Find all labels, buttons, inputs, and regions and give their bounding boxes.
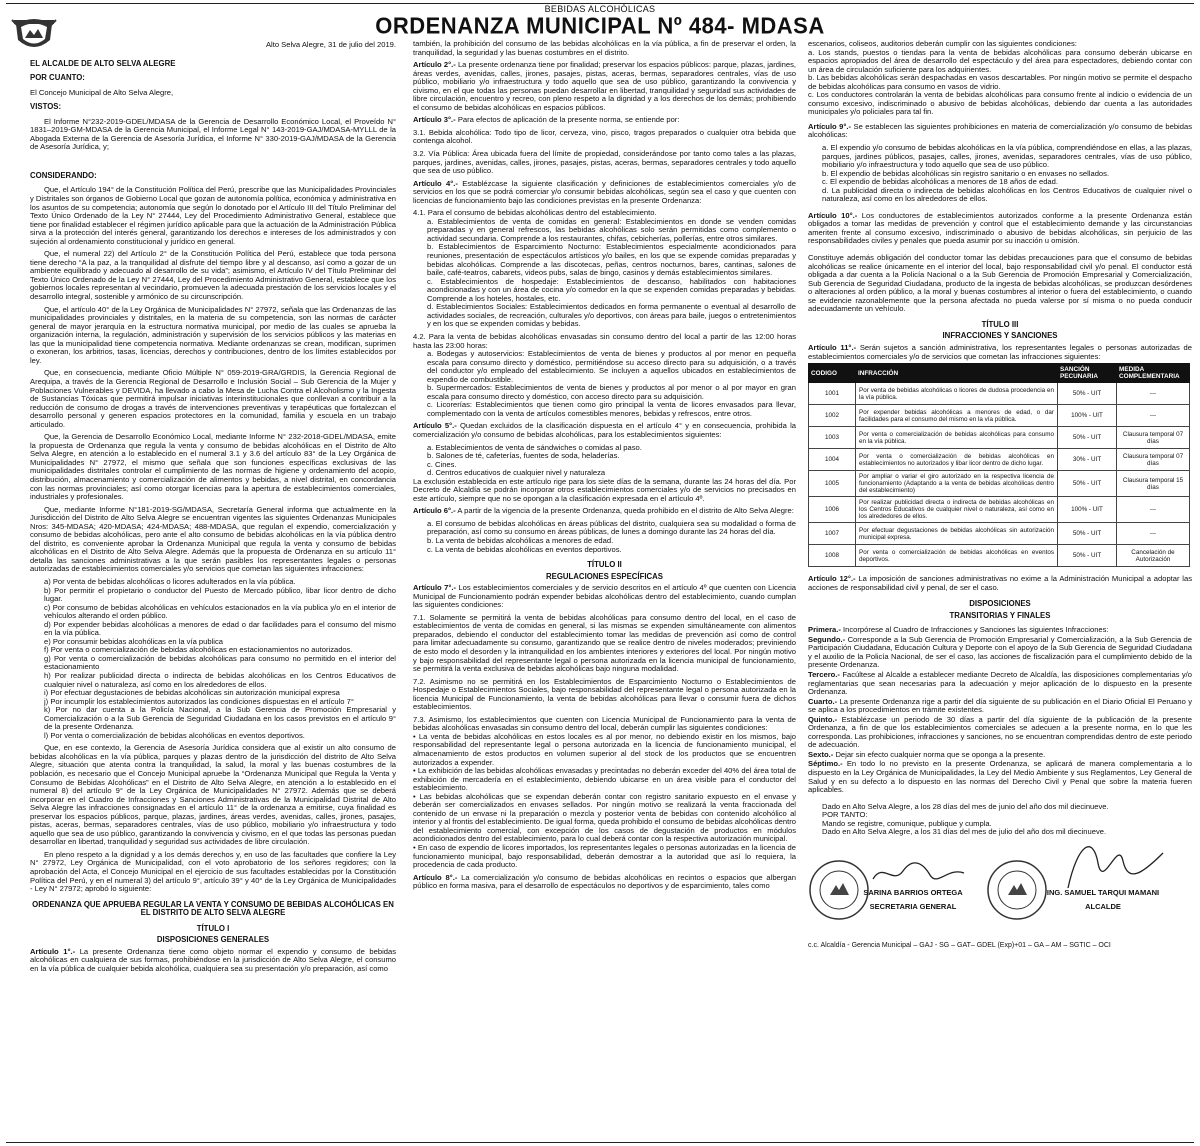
- article-5: [413, 422, 796, 439]
- list-item: i) Por efectuar degustaciones de bebidas alcohólicas sin autorización municipal expresa: [44, 688, 340, 698]
- list-item: b. Las bebidas alcohólicas serán despachadas en vasos descartables. Por ningún motivo se permite el despacho de bebidas alcohólicas para consumo en vasos de vidrio.: [808, 73, 1192, 91]
- section-7-3: 7.3. Asimismo, los establecimientos que cuenten con Licencia Municipal de Funcionamiento para la venta de bebidas alcohólicas envasadas sin consumo dentro del local, deberán cumplir las siguientes condiciones:: [413, 714, 796, 733]
- list-item: c. Los conductores controlarán la venta de bebidas alcohólicas para consumo frente al indicio o evidencia de un consumo excesivo, indiscriminado o abusivo de bebidas alcohólicas, debiendo dar cuenta a las autoridades municipales y/o policiales para tal fin.: [808, 90, 1192, 117]
- disposition-label: Tercero.-: [808, 669, 840, 679]
- titulo-2-subheading: REGULACIONES ESPECÍFICAS: [546, 571, 663, 581]
- closing-line: POR TANTO:: [822, 810, 868, 820]
- article-label: Artículo 1°.-: [30, 946, 76, 956]
- article-text: Establézcase la siguiente clasificación y definiciones de establecimientos comerciales y/o de servicios en los que se podrá comerciar y/o consumir bebidas alcohólicas, según sea el caso y que cuenten con licencias de funcionamiento bajo las condiciones previstas en la presente Ordenanza:: [413, 178, 796, 205]
- infraction-cell: Por ampliar o variar el giro autorizado en la respectiva licencia de funcionamiento (Adaptando a la venta de bebidas alcohólicas dentro del establecimiento): [856, 471, 1058, 497]
- establishment-list: [427, 350, 796, 418]
- measure-cell: ---: [1117, 405, 1190, 427]
- disposition-label: Segundo.-: [808, 634, 846, 644]
- code-cell: 1006: [809, 497, 856, 523]
- infractions-list: [44, 578, 396, 740]
- list-item: k) Por no dar cuenta a la Policía Nacional, a la Sub Gerencia de Promoción Empresarial y Comercialización o a la Sub Gerencia de Seguridad Ciudadana en los casos previstos en el artículo 9° de la presente Ordenanza.: [44, 705, 396, 732]
- dateline: Alto Selva Alegre, 31 de julio del 2019.: [265, 41, 396, 49]
- signature-area: [808, 843, 1192, 953]
- article-10: [808, 212, 1192, 246]
- article-text: Quedan excluidos de la clasificación dispuesta en el artículo 4° y en consecuencia, prohibida la comercialización y/o consumo de bebidas alcohólicas, para los establecimientos siguientes:: [413, 421, 796, 439]
- signer-1-role: SECRETARIA GENERAL: [869, 901, 957, 911]
- article-text: Se establecen las siguientes prohibiciones en materia de comercialización y/o consumo de bebidas alcohólicas:: [808, 121, 1192, 140]
- definition-3-2: 3.2. Vía Pública: Área ubicada fuera del límite de propiedad, considerándose por tanto como tales a las plazas, parques, jardines, avenidas, calles, jirones, pasajes, pistas, aceras, bermas, separadores centrales y todo aquello que sea de uso público.: [413, 149, 796, 176]
- page-title: ORDENANZA MUNICIPAL Nº 484- MDASA: [375, 12, 825, 39]
- column-1: [30, 41, 396, 1141]
- list-item: e) Por consumir bebidas alcohólicas en la vía publica: [44, 636, 223, 646]
- article-7: [413, 584, 796, 610]
- article-11: [808, 344, 1192, 361]
- infraction-cell: Por efectuar degustaciones de bebidas alcohólicas sin autorización municipal expresa.: [856, 523, 1058, 545]
- section-kicker: BEBIDAS ALCOHÓLICAS: [544, 4, 656, 14]
- article-text: La presente Ordenanza tiene como objeto normar el expendio y consumo de bebidas alcohólicas en cualquiera de sus formas, prohibiéndose en la jurisdicción de Alto Selva Alegre, el consumo en la vía pública de cualquier bebida alcohólica, cualquiera sea su presentación y/o preparación, así como: [30, 946, 396, 973]
- article-text: Los conductores de establecimientos autorizados conforme a la presente Ordenanza están obligados a tomar las medidas de prevención y control que el establecimiento demande y las circunstancias ameriten frente al consumo excesivo, indiscriminado o abusivo de bebidas alcohólicas, sin perjuicio de las responsabilidades civiles y penales que pueda asumir por su inacción u omisión.: [808, 210, 1192, 246]
- list-item: b. Supermercados: Establecimientos de venta de bienes y productos al por menor o al por mayor en gran escala para consumo directo y doméstico, con acceso directo para su adquisición.: [427, 383, 796, 401]
- sanction-cell: 30% - UIT: [1058, 449, 1117, 471]
- list-item: • La venta de bebidas alcohólicas en estos locales es al por menor, no debiendo existir en los mismos, bajo responsabilidad del representante legal o persona autorizada en la licencia de funcionamiento municipal, el almacenamiento de estos productos en volumen superior al del stock de los productos que se encuentren autorizados a expender.: [413, 731, 796, 767]
- table-row: [809, 471, 1190, 497]
- article-label: Artículo 4°.-: [413, 178, 458, 188]
- article-label: Artículo 2°.-: [413, 60, 456, 70]
- vistos-text: El Informe N°232-2019-GDEL/MDASA de la Gerencia de Desarrollo Económico Local, el Proveído N° 1831–2019-GM-MDASA de la Gerencia Municipal, el Informe Legal N° 143-2019-GAJ/MDASA-MYLLL de la Abogada Externa de la Gerencia de Asesoría Jurídica, el Informe N° 330-2019-GAJ/MDASA de la Gerencia de Asesoría Jurídica, y;: [30, 116, 396, 152]
- titulo-3-heading: TÍTULO III: [981, 319, 1019, 329]
- article-text: Los establecimientos comerciales y de servicio descritos en el artículo 4º que cuenten con Licencia Municipal de Funcionamiento podrán expender bebidas alcohólicas dentro del establecimiento, cuando cumplan las siguientes condiciones:: [413, 583, 796, 610]
- signature-alcalde-icon: [1048, 833, 1168, 893]
- signer-2-name: ING. SAMUEL TARQUI MAMANI: [1046, 887, 1160, 897]
- sanction-cell: 50% - UIT: [1058, 545, 1117, 567]
- alcalde-heading: EL ALCALDE DE ALTO SELVA ALEGRE: [30, 58, 176, 68]
- measure-cell: Cancelación de Autorización: [1117, 545, 1190, 567]
- infraction-cell: Por expender bebidas alcohólicas a menores de edad, o dar facilidades para el consumo del mismo en la vía pública.: [856, 405, 1058, 427]
- section-4-2: 4.2. Para la venta de bebidas alcohólicas envasadas sin consumo dentro del local a partir de las 12:00 horas hasta las 23:00 horas:: [413, 331, 796, 350]
- disposition-text: En todo lo no previsto en la presente Ordenanza, se aplicará de manera complementaria a lo dispuesto en la Ley Orgánica de Municipalidades, la Ley del Medio Ambiente y sus Reglamentos, Ley General de Salud y en su defecto a lo dispuesto en las normas del Derecho Civil y Penal que sobre la materia fueren aplicables.: [808, 759, 1192, 795]
- list-item: g) Por venta o comercialización de bebidas alcohólicas para consumo no permitido en el interior del estacionamiento: [44, 653, 396, 672]
- titulo-1-subheading: DISPOSICIONES GENERALES: [156, 935, 270, 945]
- code-cell: 1005: [809, 471, 856, 497]
- measure-cell: ---: [1117, 523, 1190, 545]
- disposition-label: Quinto.-: [808, 714, 838, 724]
- infractions-table: [808, 363, 1190, 567]
- titulo-1-heading: TÍTULO I: [196, 923, 230, 933]
- article-label: Artículo 8°.-: [413, 872, 458, 882]
- bottom-rule: [6, 1142, 1194, 1143]
- code-cell: 1002: [809, 405, 856, 427]
- considerando-paragraph: Que, la Gerencia de Desarrollo Económico Local, mediante Informe N° 232-2018-GDEL/MDASA, emite la propuesta de Ordenanza que regula la venta y consumo de bebidas alcohólicas en el Distrito de Alto Selva Alegre, en atención a lo establecido en el numeral 3.1 y 3.6 del artículo 83° de la Ley Orgánica de Municipalidades N° 27972, el mismo que señala que son funciones específicas exclusivas de las municipalidades distritales controlar el cumplimiento de las normas de higiene y ordenamiento del acopio, distribución, almacenamiento y comercialización de alimentos y bebidas, a nivel distrital, en concordancia con las normas provinciales; así como otorgar licencias para la apertura de establecimientos comerciales, industriales y profesionales.: [30, 432, 396, 502]
- infraction-cell: Por venta o comercialización de bebidas alcohólicas en eventos deportivos.: [856, 545, 1058, 567]
- signature-secretaria-icon: [868, 857, 968, 887]
- article-8: [413, 874, 796, 891]
- article-1-continued: también, la prohibición del consumo de las bebidas alcohólicas en la vía pública, a fin de preservar el orden, la tranquilidad, la seguridad y las buenas costumbres en el distrito.: [413, 40, 796, 57]
- article-3: [413, 116, 796, 125]
- establishment-list: [427, 218, 796, 329]
- infraction-cell: Por realizar publicidad directa o indirecta de bebidas alcohólicas en los Centros Educativos de cualquier nivel o naturaleza, así como en los alrededores de ellos.: [856, 497, 1058, 523]
- article-label: Artículo 10°.-: [808, 210, 858, 220]
- article-4: [413, 180, 796, 206]
- section-7-1: 7.1. Solamente se permitirá la venta de bebidas alcohólicas para consumo dentro del local, en el caso de establecimientos de venta de comidas en general, si las mismas se expenden simultáneamente con alimentos preparados, debiendo el conductor del establecimiento tomar las medidas de prevención así como de control para limitar adecuadamente su consumo, garantizando que se realice dentro de niveles moderados; previniendo de esto modo el desorden y la intranquilidad en los ambientes interiores y exteriores del local. Por ningún motivo y bajo responsabilidad del representante legal o persona autorizada en la licencia municipal de funcionamiento, se permitirá la venta exclusiva de bebidas alcohólicas bajo ninguna modalidad.: [413, 612, 796, 674]
- sanction-cell: 50% - UIT: [1058, 471, 1117, 497]
- considerando-paragraph: Que, el numeral 22) del Artículo 2° de la Constitución Política del Perú, establece que toda persona tiene derecho “A la paz, a la tranquilidad al disfrute del tiempo libre y al descanso, así como a gozar de un ambiente equilibrado y adecuado al desarrollo de su vida”; asimismo, el Artículo IV del Título Preliminar del Texto Único Ordenado de la Ley N° 27444, Ley del Procedimiento Administrativo General, establece que los gobiernos locales representan al vecindario, promueven la adecuada prestación de los servicios locales y el desarrollo integral, sostenible y armónico de su circunscripción.: [30, 249, 396, 302]
- list-item: a. Los stands, puestos o tiendas para la venta de bebidas alcohólicas para consumo deberán ubicarse en espacios apropiados del área de desarrollo del espectáculo y del área para espectadores, debiendo contar con un área de circulación suficiente para los adquirientes.: [808, 47, 1192, 74]
- concejo-line: El Concejo Municipal de Alto Selva Alegre,: [30, 87, 174, 97]
- titulo-3-subheading: INFRACCIONES Y SANCIONES: [942, 331, 1058, 341]
- sanction-cell: 100% - UIT: [1058, 405, 1117, 427]
- column-2: [413, 40, 796, 1140]
- article-10-continued: Constituye además obligación del conductor tomar las debidas precauciones para que el consumo de bebidas alcohólicas se realice únicamente en el interior del local, bajo responsabilidad civil y/o penal. El conductor está obligada a dar cuenta a la Policía Nacional o a la Sub Gerencia de Promoción Empresarial y Comercialización, Sub Gerencia de Seguridad Ciudadana, producto de la ingesta de bebidas alcohólicas, se produzcan desórdenes o alteraciones al orden público, a la moral y buenas costumbres al interior o fuera del establecimiento, o cuando se evidencie razonablemente que la persona afectada no pueda valerse por sí misma o no pueda conducir adecuadamente un vehículo.: [808, 253, 1192, 314]
- code-cell: 1004: [809, 449, 856, 471]
- section-4-1: 4.1. Para el consumo de bebidas alcohólicas dentro del establecimiento.: [413, 208, 657, 218]
- ordinance-title: ORDENANZA QUE APRUEBA REGULAR LA VENTA Y CONSUMO DE BEBIDAS ALCOHÓLICAS EN EL DISTRITO DE ALTO SELVA ALEGRE: [32, 899, 394, 918]
- disposition-item: [808, 626, 1192, 635]
- article-text: La imposición de sanciones administrativas no exime a la Administración Municipal a adoptar las acciones de responsabilidad civil y penal, de ser el caso.: [808, 574, 1192, 592]
- table-row: [809, 405, 1190, 427]
- disposition-item: [808, 671, 1192, 697]
- article-text: La comercialización y/o consumo de bebidas alcohólicas en recintos o espacios que albergan público en forma masiva, para el desarrollo de espectáculos no deportivos y de esparcimiento, tales como: [413, 872, 796, 891]
- infraction-cell: Por venta o comercialización de bebidas alcohólicas en establecimientos no autorizados y libar licor dentro de dicho lugar.: [856, 449, 1058, 471]
- list-item: l) Por venta o comercialización de bebidas alcohólicas en eventos deportivos.: [44, 730, 305, 740]
- measure-cell: ---: [1117, 497, 1190, 523]
- list-item: d. La publicidad directa o indirecta de bebidas alcohólicas en los Centros Educativos de cualquier nivel o naturaleza, así como en los alrededores de ellos.: [822, 185, 1192, 204]
- sanction-cell: 100% - UIT: [1058, 497, 1117, 523]
- copy-distribution: c.c. Alcaldía - Gerencia Municipal – GAJ - SG – GAT– GDEL (Exp)+01 – GA – AM – SGTIC – OCI: [808, 942, 1111, 950]
- disposition-text: Incorpórese al Cuadro de Infracciones y Sanciones las siguientes Infracciones:: [840, 625, 1109, 635]
- code-cell: 1003: [809, 427, 856, 449]
- article-label: Artículo 12°.-: [808, 574, 856, 584]
- code-cell: 1001: [809, 383, 856, 405]
- article-text: Para efectos de aplicación de la presente norma, se entiende por:: [455, 115, 680, 125]
- table-row: [809, 449, 1190, 471]
- considerando-paragraph: Que, el Artículo 194° de la Constitución Política del Perú, prescribe que las Municipalidades Provinciales y Distritales son órganos de Gobierno Local que gozan de autonomía política, económica y administrativa en los asuntos de su competencia; autonomía que según lo donotado por el Artículo III del Título Preliminar del Texto Único Ordenado de la Ley N° 27444, Ley del Procedimiento Administrativo General, establece que tiene por finalidad establecer el régimen jurídico aplicable para que la actuación de la Administración Pública sirva a la protección del interés general, garantizando los derechos e intereses de los administrados y con sujeción al ordenamiento constitucional y jurídico en general.: [30, 185, 396, 246]
- table-row: [809, 427, 1190, 449]
- list-item: • Las bebidas alcohólicas que se expendan deberán contar con registro sanitario expuesto en el envase y deberán ser comercializados en envases sellados. Por ningún motivo se realizará la venta fraccionada del contenido de un envase ni la preparación o mezcla y posterior venta de bebidas con contenido alcohólico al interior y al frontis del establecimiento. De igual forma, queda prohibido el consumo de bebidas alcohólicas dentro del establecimiento comercial, con excepción de los casos de degustación de productos en módulos acondicionados dentro del establecimiento, para lo cual deberá contar con la respectiva autorización municipal.: [413, 791, 796, 844]
- disposition-item: [808, 636, 1192, 670]
- article-label: Artículo 11°.-: [808, 342, 857, 352]
- disposition-item: [808, 716, 1192, 750]
- code-cell: 1007: [809, 523, 856, 545]
- article-label: Artículo 9°.-: [808, 121, 852, 131]
- sanction-cell: 50% - UIT: [1058, 427, 1117, 449]
- considerando-paragraph: Que, en ese contexto, la Gerencia de Asesoría Jurídica considera que al existir un alto consumo de bebidas alcohólicas en la vía pública, parques y plazas dentro de la jurisdicción del distrito de Alto Selva Alegre, situación que atenta contra la tranquilidad, la salud, la moral y las buenas costumbres de la población, es necesario que el Concejo Municipal apruebe la “Ordenanza Municipal que Regula la Venta y Consumo de Bebidas Alcohólicas” en el Distrito de Alto Selva Alegre, en atención a lo establecido en el numeral 8) del artículo 9° de la Ley Orgánica de Municipalidades N° 27972. Además que se deberá incorporar en el Cuadro de Infracciones y Sanciones Administrativas de la Municipalidad Distrital de Alto Selva Alegre las infracciones consignadas en el artículo 11° de la ordenanza a emitirse, cuya finalidad es preservar los espacios públicos, parque, plazas, jardines, áreas verdes, avenidas, calles, jirones, pasajes, pistas, aceras, bermas, separadores centrales, vías de uso público, mobiliario y/o infraestructura y todo aquello que sea de uso público, garantizando la convivencia y civismo, en el que todas las personas puedan desarrollar en libertad, tranquilidad y seguridad sus actividades de libre circulación.: [30, 743, 396, 847]
- titulo-2-heading: TÍTULO II: [587, 560, 622, 570]
- disposition-label: Cuarto.-: [808, 696, 838, 706]
- article-text: La presente ordenanza tiene por finalidad; preservar los espacios públicos: parque, plazas, jardines, áreas verdes, avenidas, calles, jirones, pasajes, pistas, aceras, bermas, separadores centrales, vías de uso público, mobiliario y/o infraestructura y todo aquello que sea de uso público, garantizando la convivencia y civismo, en el que todas las personas puedan desarrollar en libertad, tranquilidad y seguridad sus actividades de libre circulación, encuentro y recreo, con pleno respeto a la dignidad y a los derechos de los demás; prohibiendo el consumo de bebidas alcohólicas en espacios públicos.: [413, 60, 796, 112]
- considerando-heading: CONSIDERANDO:: [30, 170, 97, 180]
- disposition-text: Dejar sin efecto cualquier norma que se oponga a la presente.: [833, 749, 1046, 759]
- column-header: INFRACCIÓN: [856, 364, 1058, 383]
- list-item: c. Establecimientos de hospedaje: Establecimientos de descanso, habilitados con habitaciones acondicionadas y con un área de cocina y/o comedor en la que se expenden comidas preparadas y bebidas. Comprende a los hoteles, hostales, etc.: [427, 276, 796, 303]
- article-label: Artículo 5°.-: [413, 421, 457, 431]
- column-header: CODIGO: [809, 364, 856, 383]
- article-text: Serán sujetos a sanción administrativa, los representantes legales o personas autorizadas de establecimientos comerciales y/o de servicios que cometan las infracciones siguientes:: [808, 342, 1192, 361]
- list-item: b. Establecimientos de Esparcimiento Nocturno: Establecimientos especialmente acondicionados para reuniones, presentación de espectáculos artísticos y/o bailes, en los que se expende comidas preparadas y bebidas alcohólicas. Comprende a las discotecas, peñas, centros nocturnos, bares, cantinas, salones de baile, café-teatros, cabarets, videos pubs, salas de bingo, casinos y demás establecimientos similares.: [427, 242, 796, 278]
- article-text: A partir de la vigencia de la presente Ordenanza, queda prohibido en el distrito de Alto Selva Alegre:: [455, 506, 794, 516]
- infraction-cell: Por venta o comercialización de bebidas alcohólicas para consumo en la vía pública.: [856, 427, 1058, 449]
- list-item: c. El expendio de bebidas alcohólicas a menores de 18 años de edad.: [822, 177, 1058, 187]
- column-header: MEDIDA COMPLEMENTARIA: [1117, 364, 1190, 383]
- disposition-label: Sexto.-: [808, 749, 834, 759]
- column-header: SANCIÓN PECUNARIA: [1058, 364, 1117, 383]
- list-item: a) Por venta de bebidas alcohólicas o licores adulterados en la vía pública.: [44, 576, 296, 586]
- list-item: b. Salones de té, cafeterías, fuentes de soda, heladerías.: [427, 451, 620, 461]
- list-item: d) Por expender bebidas alcohólicas a menores de edad o dar facilidades para el consumo del mismo en la vía pública.: [44, 619, 396, 638]
- definition-3-1: 3.1. Bebida alcohólica: Todo tipo de licor, cerveza, vino, pisco, tragos preparados o cualquier otra bebida que contenga alcohol.: [413, 127, 796, 146]
- measure-cell: ---: [1117, 383, 1190, 405]
- article-label: Artículo 7°.-: [413, 583, 457, 593]
- table-row: [809, 497, 1190, 523]
- code-cell: 1008: [809, 545, 856, 567]
- list-item: • En caso de expendio de licores importados, los representantes legales o personas autorizadas en la licencia de funcionamiento municipal, bajo responsabilidad, deberán demostrar a la autoridad que así lo requiera, la procedencia de cada producto.: [413, 843, 796, 870]
- list-item: c. Cines.: [427, 459, 457, 469]
- vistos-heading: VISTOS:: [30, 102, 62, 112]
- article-12: [808, 575, 1192, 592]
- list-item: a. Bodegas y autoservicios: Establecimientos de venta de bienes y productos al por menor en pequeña escala para consumo directo y doméstico, permitiéndose su acceso directo para su adquisición, o a través del conductor y/o empleado del establecimiento. Se incluyen a aquellos ubicados en establecimientos de expendio de combustible.: [427, 349, 796, 384]
- disposition-text: Establézcase un periodo de 30 días a partir del día siguiente de la publicación de la presente Ordenanza, a fin de que los establecimientos comerciales se adecuen a la presente norma, en lo que les corresponda. Las prohibiciones, infracciones y sanciones, no se encuentran comprendidas dentro de este periodo de adecuación.: [808, 714, 1192, 750]
- list-item: d. Establecimientos Sociales: Establecimientos dedicados en forma permanente o eventual al desarrollo de actividades sociales, de recreación, culturales y/o deportivos, con áreas para baile, juegos o entretenimientos y en los que se expenden comidas y bebidas.: [427, 302, 796, 329]
- article-8-continued: escenarios, coliseos, auditorios deberán cumplir con las siguientes condiciones:: [808, 40, 1077, 48]
- disposition-text: Facúltese al Alcalde a establecer mediante Decreto de Alcaldía, las disposiciones complementarias y/o reglamentarias que sean necesarias para la adecuación y mejor aplicación de lo dispuesto en la presente Ordenanza.: [808, 669, 1192, 697]
- list-item: f) Por venta o comercialización de bebidas alcohólicas en estacionamientos no autorizados.: [44, 645, 353, 655]
- article-label: Artículo 6°.-: [413, 506, 456, 516]
- disposition-item: [808, 760, 1192, 794]
- condition-list: [413, 733, 796, 870]
- closing-block: [808, 803, 1192, 837]
- closing-line: Dado en Alto Selva Alegre, a los 31 días del mes de julio del año dos mil diecinueve.: [822, 827, 1107, 837]
- list-item: h) Por realizar publicidad directa o indirecta de bebidas alcohólicas en los Centros Educativos de cualquier nivel o naturaleza, así como en los alrededores de ellos.: [44, 671, 396, 689]
- disposition-label: Séptimo.-: [808, 759, 843, 769]
- article-5-tail: La exclusión establecida en este artículo rige para los siete días de la semana, durante las 24 horas del día. Por Decreto de Alcaldía se podrán incorporar otros establecimientos comerciales y/o de servicios no precisados en este artículo, siempre que no se opongan a la clasificación expresada en el artículo 4º.: [413, 476, 796, 503]
- measure-cell: Clausura temporal 07 días: [1117, 449, 1190, 471]
- sanction-cell: 50% - UIT: [1058, 383, 1117, 405]
- list-item: j) Por incumplir los establecimientos autorizados las condiciones dispuestas en el artículo 7°: [44, 696, 354, 706]
- table-row: [809, 545, 1190, 567]
- table-row: [809, 383, 1190, 405]
- measure-cell: Clausura temporal 15 días: [1117, 471, 1190, 497]
- considerando-paragraph: Que, en consecuencia, mediante Oficio Múltiple N° 059-2019-GRA/GRDIS, la Gerencia Regional de Arequipa, a través de la Gerencia Regional de Desarrollo e Inclusión Social – Sub Gerencia de la Mujer y Poblaciones Vulnerables y DEVIDA, ha llevado a cabo la Mesa de Lucha Contra el Alcoholismo y la Ingesta de Sustancias Tóxicas que permitirá impulsar iniciativas interinstitucionales que conllevan a contribuir a la reducción de consumo de drogas a través de intervenciones preventivas y terapéuticas que fortalezcan el desarrollo personal y generen espacios protectores en la comunidad, familia y escuela en un trabajo articulado.: [30, 368, 396, 429]
- list-item: • La exhibición de las bebidas alcohólicas envasadas y precintadas no deberán exceder del 40% del área total de exhibición de mercadería en el establecimiento, debiendo ubicarse en un área visible para el conductor del establecimiento.: [413, 766, 796, 793]
- article-9: [808, 123, 1192, 140]
- list-item: b) Por permitir el propietario o conductor del Puesto de Mercado público, libar licor dentro de dicho lugar.: [44, 585, 396, 604]
- signer-2-role: ALCALDE: [1085, 901, 1121, 911]
- prohibition-list: [822, 144, 1192, 204]
- list-item: a. Establecimientos de venta de sándwiches o comidas al paso.: [427, 442, 642, 452]
- list-item: b. La venta de bebidas alcohólicas a menores de edad.: [427, 535, 614, 545]
- disposition-label: Primera.-: [808, 625, 841, 635]
- considerando-paragraph: Que, mediante Informe N°181-2019-SG/MDASA, Secretaría General informa que actualmente en la Jurisdicción del Distrito de Alto Selva Alegre se encuentran vigentes las siguientes Ordenanzas Municipales Nros: 345-MDASA; 420-MDASA; 424-MDASA; 488-MDASA, que regulan el expendio, comercialización y consumo de bebidas alcohólicas, pero ante el alto consumo de bebidas alcohólicas en la vía pública dentro del distrito, es conveniente aprobar la Ordenanza Municipal que regula la venta y consumo de bebidas alcohólicas en el Distrito de Alto Selva Alegre. Además que la propuesta de Ordenanza en su artículo 11° detalla las sanciones administrativas a la que serán pasibles los representantes legales o personas autorizadas de establecimientos comerciales y/o servicios que cometan las siguientes infracciones:: [30, 504, 396, 574]
- list-item: a. Establecimientos de venta de comidas en general: Establecimientos en donde se venden comidas preparadas y en general refrescos, las bebidas alcohólicas solo serán permitidas como complemento o actividad secundaria. Comprende a los restaurantes, chifas, cebicherías, pollerías, entre otros similares.: [427, 216, 796, 243]
- prohibition-list: [427, 520, 796, 554]
- column-3: [808, 40, 1192, 1140]
- disposiciones-heading: DISPOSICIONES: [969, 599, 1031, 609]
- disposition-text: Corresponde a la Sub Gerencia de Promoción Empresarial y Comercialización, a la Sub Gerencia de Participación Ciudadana, Educación Cultura y Deporte con el apoyo de la Sub Gerencia de Seguridad Ciudadana y el auxilio de la Policía Nacional, de ser el caso, las acciones de fiscalización para el cumplimiento debido de la presente Ordenanza.: [808, 634, 1192, 670]
- list-item: c. La venta de bebidas alcohólicas en eventos deportivos.: [427, 544, 622, 554]
- measure-cell: Clausura temporal 07 días: [1117, 427, 1190, 449]
- event-conditions-list: [808, 49, 1192, 117]
- considerando-paragraph: Que, el artículo 40° de la Ley Orgánica de Municipalidades N° 27972, señala que las Ordenanzas de las municipalidades provinciales y distritales, en la materia de su competencia, son las normas de carácter general de mayor jerarquía en la estructura normativa municipal, por medio de las cuales se aprueba la organización interna, la regulación, administración y supervisión de los servicios públicos y las materias en las que la municipalidad tiene competencia normativa. Mediante ordenanzas se crean, modifican, suprimen o exoneran, los arbitrios, tasas, licencias, derechos y contribuciones, dentro de los límites establecidos por ley.: [30, 304, 396, 365]
- disposiciones-subheading: TRANSITORIAS Y FINALES: [949, 610, 1051, 620]
- sanction-cell: 50% - UIT: [1058, 523, 1117, 545]
- infraction-cell: Por venta de bebidas alcohólicas o licores de dudosa procedencia en la vía pública.: [856, 383, 1058, 405]
- list-item: c) Por consumo de bebidas alcohólicas en vehículos estacionados en la vía publica y/o en el interior de vehículos alterando el orden público.: [44, 602, 396, 621]
- list-item: d. Centros educativos de cualquier nivel y naturaleza: [427, 468, 606, 478]
- article-2: [413, 61, 796, 112]
- list-item: a. El expendio y/o consumo de bebidas alcohólicas en la vía pública, comprendiéndose en ellas, a las plazas, parques, jardines públicos, pasajes, calles, jirones, avenidas, separadores centrales, vías de uso público, mobiliario y/o infraestructura y todo aquello que sea de uso público.: [822, 143, 1192, 170]
- signer-1-name: SARINA BARRIOS ORTEGA: [863, 887, 963, 897]
- table-header-row: [809, 364, 1190, 383]
- list-item: a. El consumo de bebidas alcohólicas en áreas públicas del distrito, cualquiera sea su modalidad o forma de preparación, así como su consumo en áreas públicas, de lunes a domingo durante las 24 horas del día.: [427, 518, 796, 537]
- por-cuanto-heading: POR CUANTO:: [30, 73, 85, 83]
- considerando-paragraph: En pleno respeto a la dignidad y a los demás derechos y, en uso de las facultades que confiere la Ley N° 27972, Ley Orgánica de Municipalidad, con el voto aprobatorio de los señores regidores; con la aprobación del Acta, el Concejo Municipal en el ejercicio de sus facultades establecidas por la Constitución Política del Perú, y en el numeral 3) del artículo 9°, artículo 39° y 40° de la Ley Orgánica de Municipalidades - Ley N° 27972; aprobó lo siguiente:: [30, 849, 396, 894]
- closing-line: Dado en Alto Selva Alegre, a los 28 días del mes de junio del año dos mil diecinueve.: [822, 801, 1109, 811]
- disposition-text: La presente Ordenanza rige a partir del día siguiente de su publicación en el Diario Oficial El Peruano y se aplica a los procedimientos en trámite existentes.: [808, 696, 1192, 715]
- disposition-item: [808, 751, 1192, 760]
- disposition-item: [808, 698, 1192, 715]
- article-6: [413, 507, 796, 516]
- closing-line: Mando se registre, comunique, publique y cumpla.: [822, 818, 992, 828]
- excluded-list: [427, 444, 796, 478]
- article-label: Artículo 3°.-: [413, 115, 456, 125]
- article-1: [30, 948, 396, 974]
- list-item: c. Licorerías: Establecimientos que tienen como giro principal la venta de licores envasados para llevar, complementado con la venta de artículos comestibles menores, bebidas y refrescos, entre otros.: [427, 400, 796, 418]
- dispositions-list: [808, 626, 1192, 794]
- section-7-2: 7.2. Asimismo no se permitirá en los Establecimientos de Esparcimiento Nocturno o Establecimientos de Hospedaje o Establecimientos Sociales, bajo responsabilidad del representante legal o persona autorizada en la licencia Municipal de Funcionamiento, la venta de bebidas alcohólicas para llevar o consumir fuera de dichos establecimientos.: [413, 676, 796, 712]
- table-row: [809, 523, 1190, 545]
- list-item: b. El expendio de bebidas alcohólicas sin registro sanitario o en envases no sellados.: [822, 168, 1110, 178]
